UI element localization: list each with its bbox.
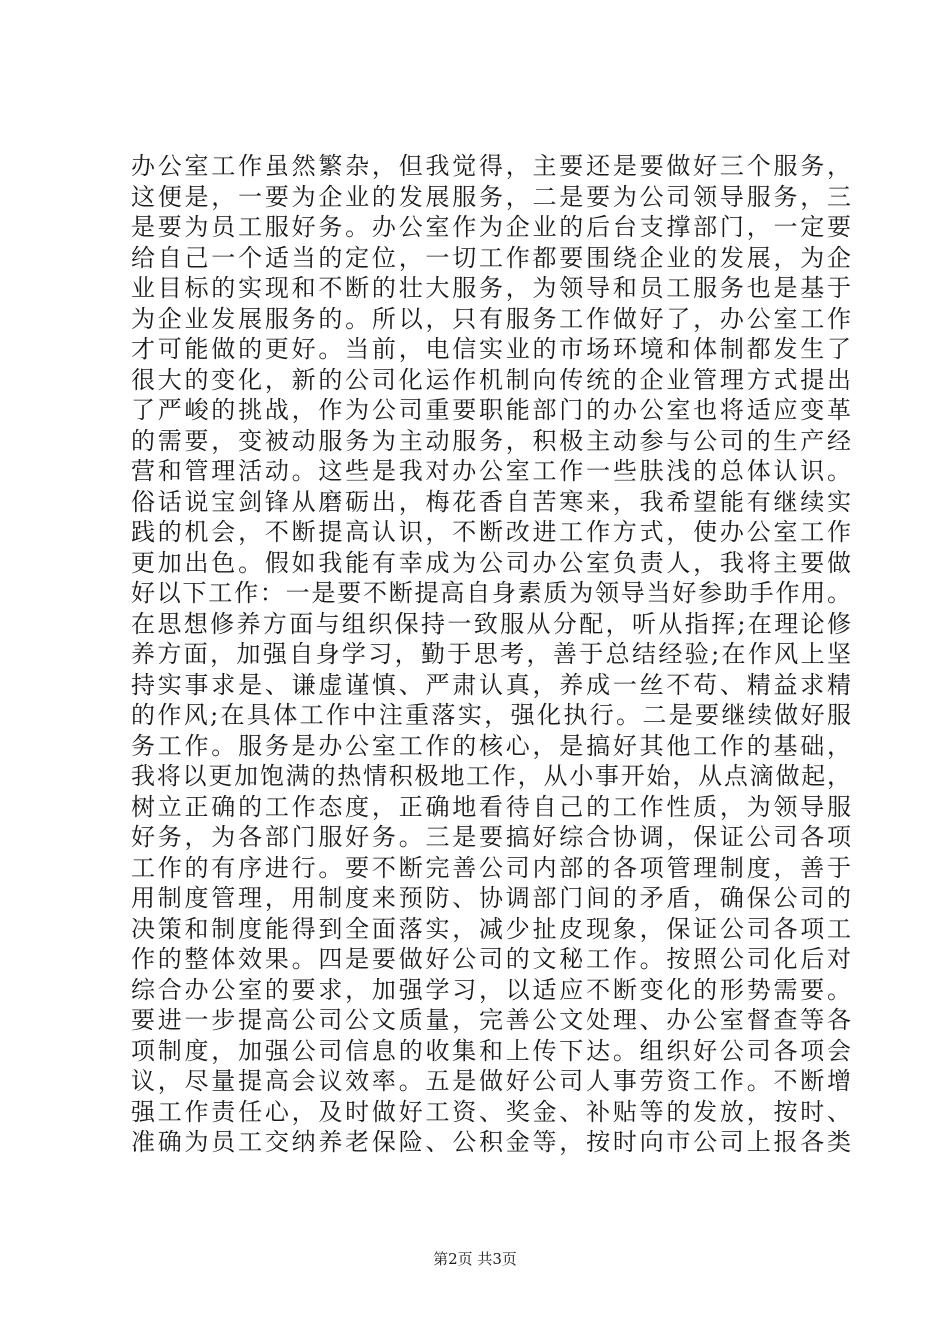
text-line: 树立正确的工作态度，正确地看待自己的工作性质，为领导服	[131, 792, 851, 821]
text-line: 这便是，一要为企业的发展服务，二是要为公司领导服务，三	[131, 182, 851, 211]
text-line: 我将以更加饱满的热情积极地工作，从小事开始，从点滴做起，	[131, 762, 851, 790]
text-line: 了严峻的挑战，作为公司重要职能部门的办公室也将适应变革	[131, 396, 851, 424]
text-line: 办公室工作虽然繁杂，但我觉得，主要还是要做好三个服务，	[131, 152, 851, 180]
text-line: 决策和制度能得到全面落实，减少扯皮现象，保证公司各项工	[131, 914, 851, 943]
text-line: 更加出色。假如我能有幸成为公司办公室负责人，我将主要做	[131, 548, 851, 577]
text-line: 在思想修养方面与组织保持一致服从分配，听从指挥;在理论修	[131, 609, 851, 638]
text-line: 为企业发展服务的。所以，只有服务工作做好了，办公室工作	[131, 304, 851, 333]
text-line: 准确为员工交纳养老保险、公积金等，按时向市公司上报各类	[131, 1128, 851, 1156]
text-line: 好以下工作：一是要不断提高自身素质为领导当好参助手作用。	[131, 579, 851, 607]
text-line: 俗话说宝剑锋从磨砺出，梅花香自苦寒来，我希望能有继续实	[131, 487, 851, 516]
page-number-footer: 第2页 共3页	[433, 1250, 517, 1268]
text-line: 营和管理活动。这些是我对办公室工作一些肤浅的总体认识。	[131, 457, 851, 485]
text-line: 的需要，变被动服务为主动服务，积极主动参与公司的生产经	[131, 426, 851, 455]
text-line: 很大的变化，新的公司化运作机制向传统的企业管理方式提出	[131, 365, 851, 394]
text-line: 用制度管理，用制度来预防、协调部门间的矛盾，确保公司的	[131, 884, 851, 912]
text-line: 议，尽量提高会议效率。五是做好公司人事劳资工作。不断增	[131, 1067, 851, 1095]
text-line: 才可能做的更好。当前，电信实业的市场环境和体制都发生了	[131, 335, 851, 363]
document-body	[131, 151, 851, 1158]
text-line: 践的机会，不断提高认识，不断改进工作方式，使办公室工作	[131, 518, 851, 546]
text-line: 综合办公室的要求，加强学习，以适应不断变化的形势需要。	[131, 975, 851, 1004]
text-line: 工作的有序进行。要不断完善公司内部的各项管理制度，善于	[131, 853, 851, 882]
text-line: 务工作。服务是办公室工作的核心，是搞好其他工作的基础，	[131, 731, 851, 760]
text-line: 强工作责任心，及时做好工资、奖金、补贴等的发放，按时、	[131, 1097, 851, 1126]
text-line: 持实事求是、谦虚谨慎、严肃认真，养成一丝不苟、精益求精	[131, 670, 851, 699]
text-line: 项制度，加强公司信息的收集和上传下达。组织好公司各项会	[131, 1036, 851, 1065]
text-line: 作的整体效果。四是要做好公司的文秘工作。按照公司化后对	[131, 945, 851, 973]
text-line: 好务，为各部门服好务。三是要搞好综合协调，保证公司各项	[131, 823, 851, 851]
text-line: 是要为员工服好务。办公室作为企业的后台支撑部门，一定要	[131, 213, 851, 241]
text-line: 业目标的实现和不断的壮大服务，为领导和员工服务也是基于	[131, 274, 851, 302]
text-line: 养方面，加强自身学习，勤于思考，善于总结经验;在作风上坚	[131, 640, 851, 668]
text-line: 要进一步提高公司公文质量，完善公文处理、办公室督查等各	[131, 1006, 851, 1034]
text-line: 给自己一个适当的定位，一切工作都要围绕企业的发展，为企	[131, 243, 851, 272]
text-line: 的作风;在具体工作中注重落实，强化执行。二是要继续做好服	[131, 701, 851, 729]
